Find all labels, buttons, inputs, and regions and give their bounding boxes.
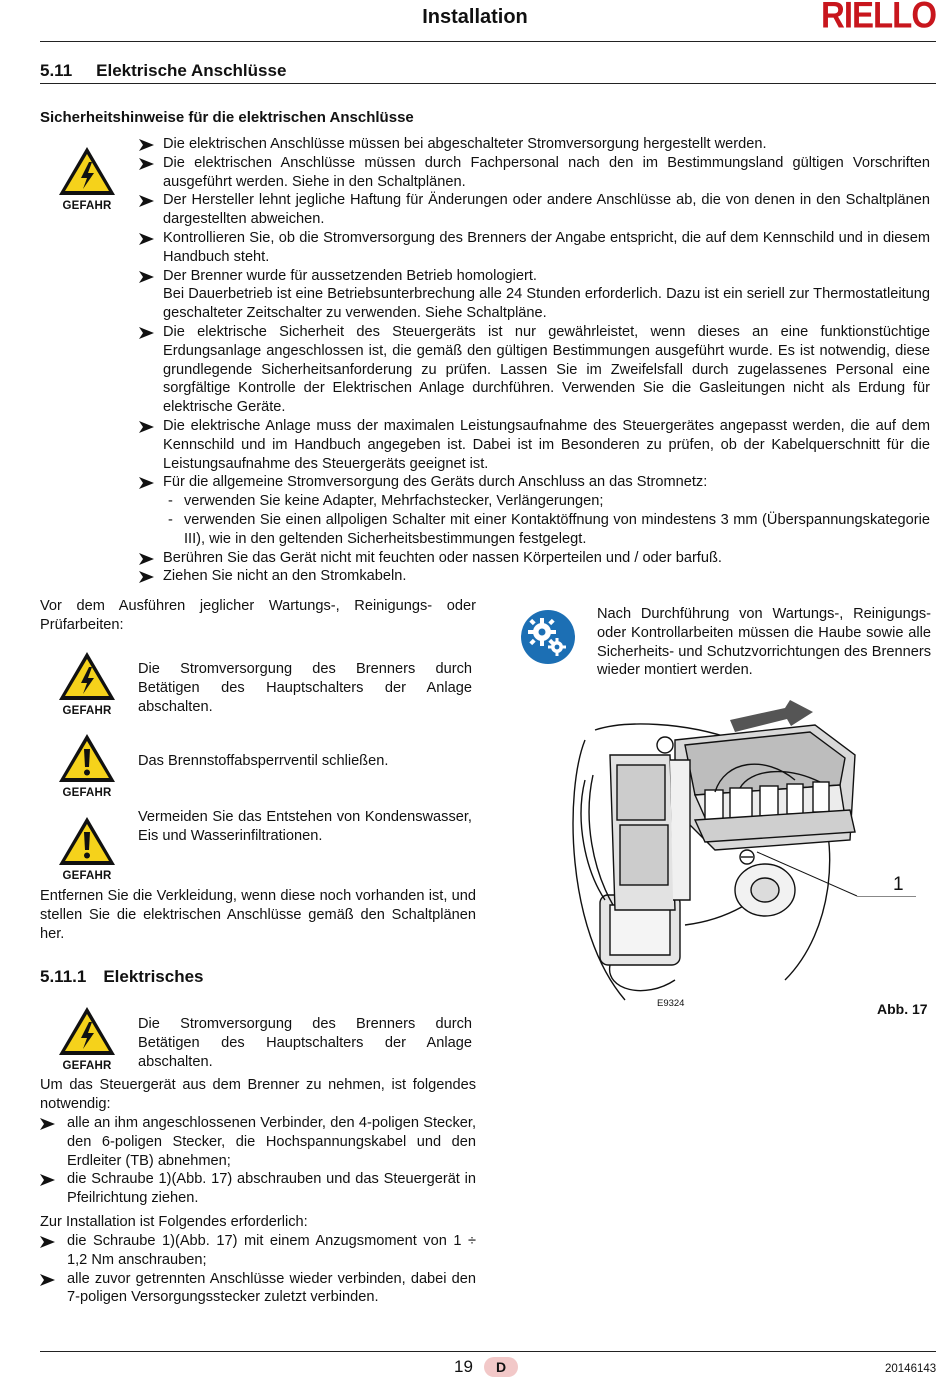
page-number: 19 (454, 1357, 473, 1376)
figure-code: E9324 (657, 998, 685, 1009)
document-number: 20146143 (885, 1363, 937, 1375)
safety-heading: Sicherheitshinweise für die elektrischen Anschlüsse (40, 109, 414, 126)
figure-callout-1: 1 (893, 874, 904, 895)
warning-label: GEFAHR (62, 200, 112, 212)
list-item: Für die allgemeine Stromversorgung des Geräts durch Anschluss an das Stromnetz: - verwenden Sie keine Adapter, Mehrfachstecker, Verlängerungen; - verwenden Sie einen allpoligen Schalter mit einer Kontaktöffnung von mindestens 3 mm (Überspannungskategorie III), wie in den geltenden Sicherheitsbestimmungen festgelegt. (139, 473, 930, 548)
list-item: alle zuvor getrennten Anschlüsse wieder verbinden, dabei den 7-poligen Versorgungsstecker zuletzt verbinden. (40, 1270, 476, 1308)
bullet-arrow-icon (139, 271, 154, 283)
language-badge: D (484, 1357, 518, 1377)
footer-rule (40, 1351, 936, 1352)
subsection-warning: GEFAHR (57, 1005, 117, 1073)
control-box-figure (565, 700, 865, 1012)
list-item: Die elektrischen Anschlüsse müssen bei abgeschalteter Stromversorgung hergestellt werden. (139, 135, 930, 154)
bullet-arrow-icon (40, 1118, 55, 1130)
danger-exclamation-icon (57, 732, 117, 784)
brand-logo: RIELLO (821, 0, 936, 36)
list-item: Der Hersteller lehnt jegliche Haftung für Änderungen oder andere Anschlüsse ab, die von denen in den Schaltplänen dargestellten abweichen. (139, 191, 930, 229)
header-rule (40, 41, 936, 42)
subsection-heading: 5.11.1 Elektrisches (40, 967, 204, 986)
warning-power-text: Die Stromversorgung des Brenners durch Betätigen des Hauptschalters der Anlage abschalten. (138, 661, 472, 715)
bullet-arrow-icon (139, 233, 154, 245)
callout-leader-line (857, 896, 917, 904)
page-header-title: Installation (422, 6, 528, 28)
list-item: Kontrollieren Sie, ob die Stromversorgung des Brenners der Angabe entspricht, die auf dem Kennschild und in diesem Handbuch steht. (139, 229, 930, 267)
list-item: Ziehen Sie nicht an den Stromkabeln. (139, 567, 930, 586)
safety-bullet-list (139, 135, 930, 586)
safety-warning (57, 145, 117, 213)
maintenance-gear-icon (520, 609, 576, 665)
bullet-arrow-icon (40, 1274, 55, 1286)
bullet-arrow-icon (139, 421, 154, 433)
bullet-arrow-icon (139, 571, 154, 583)
warning-fuel-valve-text: Das Brennstoffabsperrventil schließen. (138, 753, 389, 769)
before-work-intro: Vor dem Ausführen jeglicher Wartungs-, Reinigungs- oder Prüfarbeiten: (40, 598, 476, 633)
danger-voltage-icon (57, 1005, 117, 1057)
bullet-arrow-icon (139, 553, 154, 565)
bullet-arrow-icon (139, 477, 154, 489)
bullet-arrow-icon (139, 195, 154, 207)
list-item: Berühren Sie das Gerät nicht mit feuchten oder nassen Körperteilen und / oder barfuß. (139, 549, 930, 568)
list-item: die Schraube 1)(Abb. 17) abschrauben und das Steuergerät in Pfeilrichtung ziehen. (40, 1170, 476, 1208)
bullet-arrow-icon (40, 1174, 55, 1186)
subsection-warning-text: Die Stromversorgung des Brenners durch Betätigen des Hauptschalters der Anlage abschalten. (138, 1016, 472, 1070)
warning-power: GEFAHR (57, 650, 117, 718)
section-heading: 5.11 Elektrische Anschlüsse (40, 61, 287, 80)
bullet-arrow-icon (139, 327, 154, 339)
after-work-text: Nach Durchführung von Wartungs-, Reinigungs- oder Kontrollarbeiten müssen die Haube sowie alle Sicherheits- und Schutzvorrichtungen des Brenners wieder montiert werden. (597, 606, 931, 679)
list-item: die Schraube 1)(Abb. 17) mit einem Anzugsmoment von 1 ÷ 1,2 Nm anschrauben; (40, 1232, 476, 1270)
bullet-arrow-icon (139, 139, 154, 151)
list-item: alle an ihm angeschlossenen Verbinder, den 4-poligen Stecker, den 6-poligen Stecker, die Hochspannungskabel und den Erdleiter (TB) abnehmen; (40, 1114, 476, 1170)
sub-list-item: - verwenden Sie einen allpoligen Schalter mit einer Kontaktöffnung von mindestens 3 mm (Überspannungskategorie III), wie in den geltenden Sicherheitsbestimmungen festgelegt. (168, 511, 930, 547)
install-steps-list (40, 1232, 476, 1307)
remove-steps-list (40, 1114, 476, 1208)
list-item: Die elektrischen Anschlüsse müssen durch Fachpersonal nach den im Bestimmungsland gültigen Vorschriften ausgeführt werden. Siehe in den Schaltplänen. (139, 154, 930, 192)
section-rule (40, 83, 936, 84)
remove-intro: Um das Steuergerät aus dem Brenner zu nehmen, ist folgendes notwendig: (40, 1077, 476, 1112)
bullet-arrow-icon (40, 1236, 55, 1248)
danger-voltage-icon (57, 145, 117, 197)
remove-cover-text: Entfernen Sie die Verkleidung, wenn diese noch vorhanden ist, und stellen Sie die elektrischen Anschlüsse gemäß den Schaltplänen her. (40, 888, 476, 942)
install-intro: Zur Installation ist Folgendes erforderlich: (40, 1214, 308, 1230)
list-item: Der Brenner wurde für aussetzenden Betrieb homologiert. Bei Dauerbetrieb ist eine Betriebsunterbrechung alle 24 Stunden erforderlich. Dazu ist ein seriell zur Thermostatleitung geschalteter Zeitschalter zu verwenden. Siehe Schaltpläne. (139, 267, 930, 323)
warning-fuel-valve: GEFAHR (57, 732, 117, 800)
list-item: Die elektrische Sicherheit des Steuergeräts ist nur gewährleistet, wenn dieses an eine funktionstüchtige Erdungsanlage angeschlossen ist, die gemäß den gültigen Bestimmungen ausgeführt wurde. Es ist notwendig, diese grundlegende Sicherheitsanforderung zu prüfen. Lassen Sie im Zweifelsfall durch zugelassenes Personal eine sorgfältige Kontrolle der Elektrischen Anlage durchführen. Verwenden Sie die Gasleitungen nicht als Erdung für elektrische Geräte. (139, 323, 930, 417)
danger-exclamation-icon (57, 815, 117, 867)
bullet-arrow-icon (139, 158, 154, 170)
list-item: Die elektrische Anlage muss der maximalen Leistungsaufnahme des Steuergerätes angepasst werden, die auf dem Kennschild und im Handbuch angegeben ist. Dabei ist im Besonderen zu prüfen, ob der Kabelquerschnitt für die Leistungsaufnahme des Steuergeräts geeignet ist. (139, 417, 930, 473)
warning-condensation: GEFAHR (57, 815, 117, 883)
figure-caption: Abb. 17 (877, 1001, 928, 1017)
sub-list-item: - verwenden Sie keine Adapter, Mehrfachstecker, Verlängerungen; (168, 493, 604, 510)
danger-voltage-icon (57, 650, 117, 702)
warning-condensation-text: Vermeiden Sie das Entstehen von Kondenswasser, Eis und Wasserinfiltrationen. (138, 809, 472, 844)
